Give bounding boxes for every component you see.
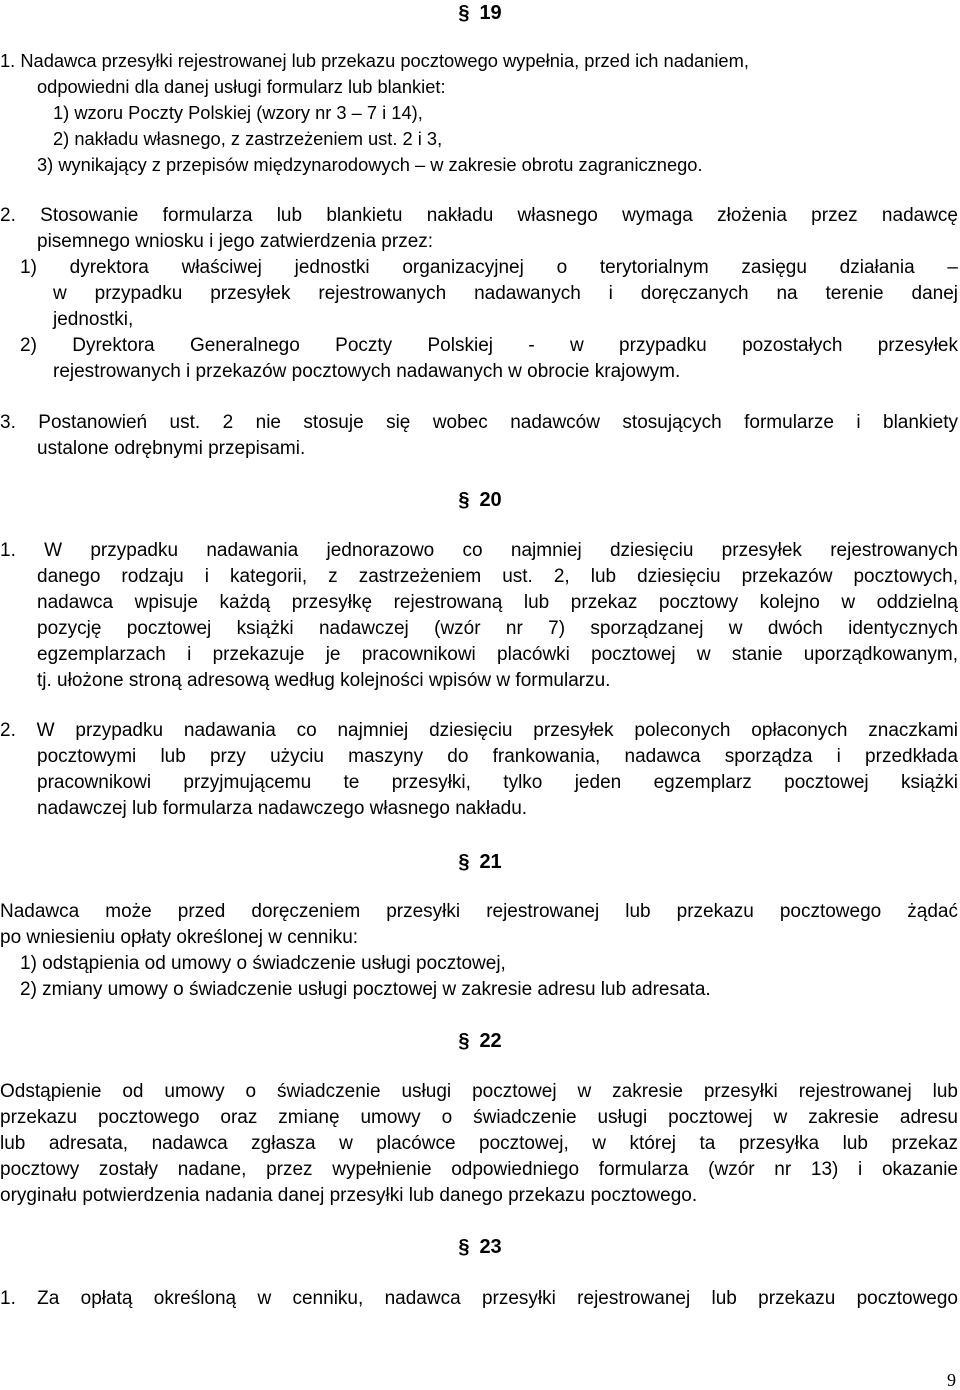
s20-paragraph-1 [0,538,958,694]
section-21-heading [0,849,960,875]
text-line: 2) zmiany umowy o świadczenie usługi pocztowej w zakresie adresu lub adresata. [20,979,711,1000]
text-line: ustalone odrębnymi przepisami. [37,438,306,459]
text-line: 2. W przypadku nadawania co najmniej dziesięciu przesyłek poleconych opłaconych znaczkami [0,720,958,741]
text-line: Odstąpienie od umowy o świadczenie usługi pocztowej w zakresie przesyłki rejestrowanej lub [0,1081,958,1102]
text-line: jednostki, [53,309,134,330]
text-line: lub adresata, nadawca zgłasza w placówce pocztowej, w której ta przesyłka lub przekaz [0,1133,958,1154]
text-line: 3. Postanowień ust. 2 nie stosuje się wobec nadawców stosujących formularze i blankiety [0,412,958,433]
text-line: po wniesieniu opłaty określonej w cenniku: [0,927,359,948]
text-line: nadawca wpisuje każdą przesyłkę rejestrowaną lub przekaz pocztowy kolejno w oddzielną [37,592,958,613]
section-22-heading [0,1028,960,1054]
section-23-heading [0,1234,960,1260]
s19-paragraph-3 [0,410,958,462]
s21-paragraph-1 [0,899,958,1003]
text-line: Nadawca może przed doręczeniem przesyłki rejestrowanej lub przekazu pocztowego żądać [0,901,958,922]
section-20-heading [0,487,960,513]
text-line: 2) nakładu własnego, z zastrzeżeniem ust. 2 i 3, [53,128,443,149]
s19-paragraph-2 [0,203,958,385]
section-number: 19 [479,2,502,24]
text-line: rejestrowanych i przekazów pocztowych nadawanych w obrocie krajowym. [53,361,681,382]
text-line: pocztowy zostały nadane, przez wypełnienie odpowiedniego formularza (wzór nr 13) i okazanie [0,1159,958,1180]
section-number: 22 [479,1030,502,1052]
section-sign: § [458,1236,470,1258]
text-line: danego rodzaju i kategorii, z zastrzeżeniem ust. 2, lub dziesięciu przekazów pocztowych, [37,566,958,587]
text-line: 2) Dyrektora Generalnego Poczty Polskiej - w przypadku pozostałych przesyłek [20,335,958,356]
section-number: 20 [479,489,502,511]
s23-paragraph-1 [0,1286,958,1312]
text-line: 1) odstąpienia od umowy o świadczenie usługi pocztowej, [20,953,506,974]
text-line: 1) wzoru Poczty Polskiej (wzory nr 3 – 7 i 14), [53,102,423,123]
section-sign: § [458,489,470,511]
text-line: 3) wynikający z przepisów międzynarodowych – w zakresie obrotu zagranicznego. [37,154,703,175]
section-19-heading [0,0,960,26]
text-line: pisemnego wniosku i jego zatwierdzenia przez: [37,231,434,252]
s22-paragraph-1 [0,1079,958,1209]
text-line: pozycję pocztowej książki nadawczej (wzór nr 7) sporządzanej w dwóch identycznych [37,618,958,639]
text-line: 1. W przypadku nadawania jednorazowo co najmniej dziesięciu przesyłek rejestrowanych [0,540,958,561]
section-sign: § [458,851,470,873]
text-line: w przypadku przesyłek rejestrowanych nadawanych i doręczanych na terenie danej [53,283,958,304]
text-line: odpowiedni dla danej usługi formularz lub blankiet: [37,76,446,97]
section-number: 21 [479,851,502,873]
text-line: 1. Nadawca przesyłki rejestrowanej lub przekazu pocztowego wypełnia, przed ich nadaniem, [0,50,749,71]
text-line: 1) dyrektora właściwej jednostki organizacyjnej o terytorialnym zasięgu działania – [20,257,958,278]
s19-paragraph-1 [0,48,958,178]
text-line: tj. ułożone stroną adresową według kolejności wpisów w formularzu. [37,670,611,691]
page-number: 9 [947,1370,956,1390]
text-line: nadawczej lub formularza nadawczego własnego nakładu. [37,798,528,819]
section-number: 23 [479,1236,502,1258]
text-line: pracownikowi przyjmującemu te przesyłki, tylko jeden egzemplarz pocztowej książki [37,772,958,793]
section-sign: § [458,2,470,24]
text-line: pocztowymi lub przy użyciu maszyny do frankowania, nadawca sporządza i przedkłada [37,746,958,767]
text-line: 2. Stosowanie formularza lub blankietu nakładu własnego wymaga złożenia przez nadawcę [0,205,958,226]
text-line: 1. Za opłatą określoną w cenniku, nadawca przesyłki rejestrowanej lub przekazu pocztowego [0,1288,958,1309]
s20-paragraph-2 [0,718,958,822]
section-sign: § [458,1030,470,1052]
text-line: oryginału potwierdzenia nadania danej przesyłki lub danego przekazu pocztowego. [0,1185,698,1206]
text-line: przekazu pocztowego oraz zmianę umowy o świadczenie usługi pocztowej w zakresie adresu [0,1107,958,1128]
text-line: egzemplarzach i przekazuje je pracownikowi placówki pocztowej w stanie uporządkowanym, [37,644,958,665]
